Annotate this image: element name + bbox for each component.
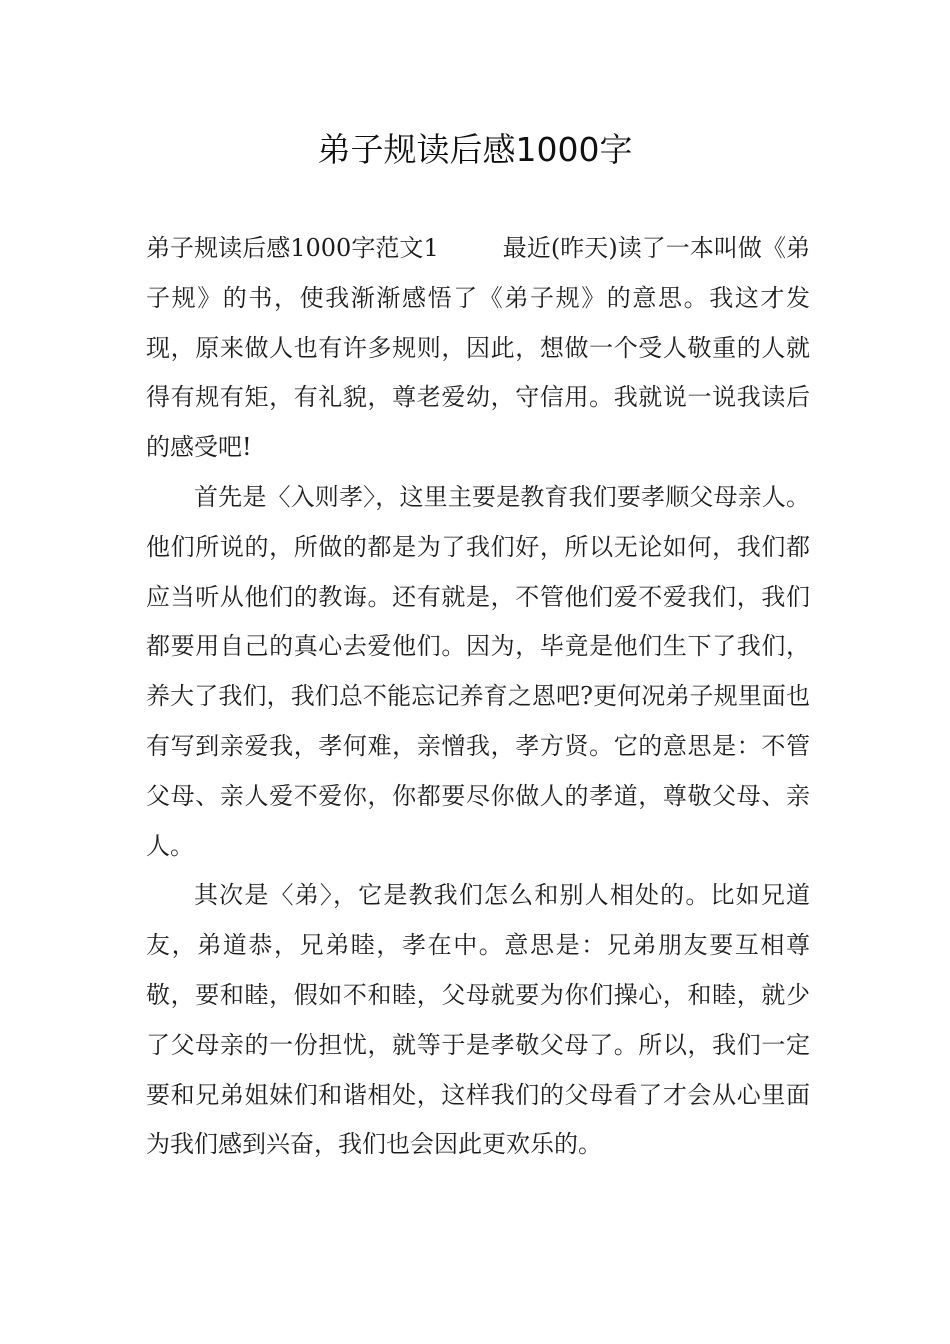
document-title: 弟子规读后感1000字	[317, 130, 633, 169]
document-body	[146, 224, 810, 1170]
paragraph-3: 其次是〈弟〉，它是教我们怎么和别人相处的。比如兄道友，弟道恭，兄弟睦，孝在中。意思是：兄弟朋友要互相尊敬，要和睦，假如不和睦，父母就要为你们操心，和睦，就少了父母亲的一份担忧，就等于是孝敬父母了。所以，我们一定要和兄弟姐妹们和谐相处，这样我们的父母看了才会从心里面为我们感到兴奋，我们也会因此更欢乐的。	[146, 881, 810, 1159]
paragraph-2: 首先是〈入则孝〉，这里主要是教育我们要孝顺父母亲人。他们所说的，所做的都是为了我们好，所以无论如何，我们都应当听从他们的教诲。还有就是，不管他们爱不爱我们，我们都要用自己的真心去爱他们。因为，毕竟是他们生下了我们，养大了我们，我们总不能忘记养育之恩吧?更何况弟子规里面也有写到亲爱我，孝何难，亲憎我，孝方贤。它的意思是：不管父母、亲人爱不爱你，你都要尽你做人的孝道，尊敬父母、亲人。	[146, 482, 810, 860]
section-heading: 弟子规读后感1000字范文1	[146, 234, 439, 262]
paragraph-1-text: 最近(昨天)读了一本叫做《弟子规》的书，使我渐渐感悟了《弟子规》的意思。我这才发现，原来做人也有许多规则，因此，想做一个受人敬重的人就得有规有矩，有礼貌，尊老爱幼，守信用。我就说一说我读后的感受吧!	[146, 234, 810, 462]
paragraph-1	[146, 224, 810, 473]
